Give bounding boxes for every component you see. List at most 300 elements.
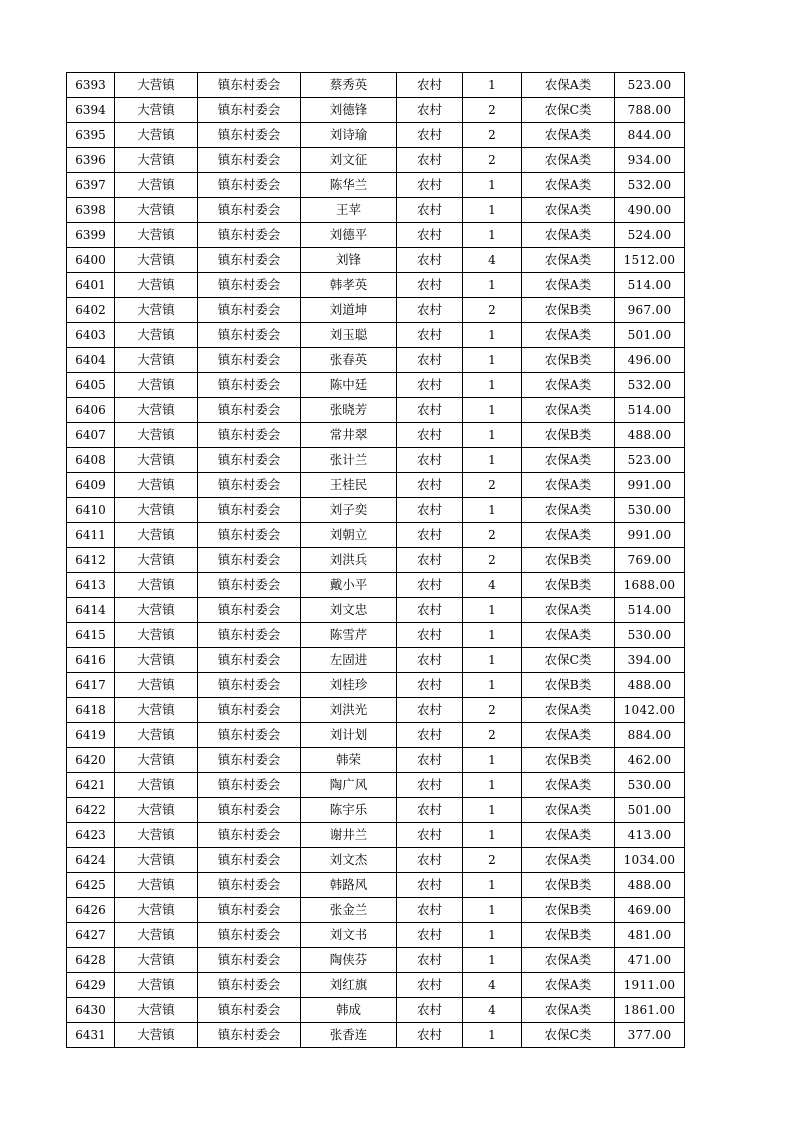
table-row [67,323,685,348]
cell-seq: 6414 [67,598,115,623]
cell-name: 刘道坤 [301,298,397,323]
cell-count: 1 [463,173,522,198]
cell-amount: 524.00 [615,223,685,248]
cell-category: 农保A类 [522,973,615,998]
cell-town: 大营镇 [115,223,198,248]
cell-village: 镇东村委会 [198,573,301,598]
cell-count: 4 [463,998,522,1023]
cell-seq: 6418 [67,698,115,723]
cell-town: 大营镇 [115,298,198,323]
cell-village: 镇东村委会 [198,548,301,573]
cell-town: 大营镇 [115,848,198,873]
cell-village: 镇东村委会 [198,723,301,748]
cell-name: 刘文杰 [301,848,397,873]
cell-amount: 514.00 [615,598,685,623]
table-row [67,823,685,848]
cell-count: 1 [463,223,522,248]
cell-amount: 469.00 [615,898,685,923]
cell-amount: 488.00 [615,673,685,698]
cell-category: 农保A类 [522,73,615,98]
cell-area: 农村 [397,198,463,223]
cell-village: 镇东村委会 [198,898,301,923]
cell-amount: 530.00 [615,773,685,798]
cell-count: 2 [463,523,522,548]
cell-town: 大营镇 [115,198,198,223]
cell-count: 1 [463,423,522,448]
cell-village: 镇东村委会 [198,998,301,1023]
cell-amount: 501.00 [615,798,685,823]
cell-count: 1 [463,73,522,98]
cell-name: 刘文书 [301,923,397,948]
cell-category: 农保A类 [522,473,615,498]
cell-count: 1 [463,323,522,348]
cell-count: 2 [463,698,522,723]
cell-name: 刘德锋 [301,98,397,123]
cell-area: 农村 [397,398,463,423]
cell-area: 农村 [397,273,463,298]
cell-village: 镇东村委会 [198,198,301,223]
cell-area: 农村 [397,923,463,948]
cell-village: 镇东村委会 [198,823,301,848]
cell-category: 农保A类 [522,823,615,848]
cell-count: 2 [463,123,522,148]
cell-amount: 884.00 [615,723,685,748]
cell-area: 农村 [397,623,463,648]
cell-category: 农保A类 [522,398,615,423]
cell-area: 农村 [397,448,463,473]
cell-area: 农村 [397,373,463,398]
table-row [67,423,685,448]
cell-amount: 514.00 [615,273,685,298]
cell-area: 农村 [397,173,463,198]
cell-village: 镇东村委会 [198,273,301,298]
cell-seq: 6422 [67,798,115,823]
cell-count: 1 [463,623,522,648]
cell-category: 农保A类 [522,723,615,748]
cell-seq: 6399 [67,223,115,248]
cell-name: 刘子奕 [301,498,397,523]
cell-town: 大营镇 [115,698,198,723]
cell-name: 张香连 [301,1023,397,1048]
cell-amount: 1042.00 [615,698,685,723]
cell-area: 农村 [397,598,463,623]
cell-seq: 6411 [67,523,115,548]
cell-amount: 496.00 [615,348,685,373]
cell-village: 镇东村委会 [198,498,301,523]
cell-name: 陈中廷 [301,373,397,398]
table-row [67,623,685,648]
cell-category: 农保A类 [522,248,615,273]
cell-amount: 991.00 [615,523,685,548]
cell-area: 农村 [397,248,463,273]
cell-category: 农保C类 [522,1023,615,1048]
cell-amount: 1034.00 [615,848,685,873]
cell-seq: 6398 [67,198,115,223]
table-row [67,73,685,98]
cell-amount: 471.00 [615,948,685,973]
cell-seq: 6407 [67,423,115,448]
cell-seq: 6410 [67,498,115,523]
cell-category: 农保A类 [522,223,615,248]
cell-village: 镇东村委会 [198,773,301,798]
table-row [67,273,685,298]
cell-amount: 1512.00 [615,248,685,273]
cell-amount: 490.00 [615,198,685,223]
cell-amount: 530.00 [615,623,685,648]
cell-name: 刘计划 [301,723,397,748]
cell-count: 1 [463,598,522,623]
cell-area: 农村 [397,973,463,998]
cell-category: 农保A类 [522,523,615,548]
table-row [67,523,685,548]
cell-count: 1 [463,923,522,948]
cell-seq: 6409 [67,473,115,498]
cell-town: 大营镇 [115,598,198,623]
cell-town: 大营镇 [115,923,198,948]
cell-area: 农村 [397,698,463,723]
cell-village: 镇东村委会 [198,973,301,998]
table-row [67,598,685,623]
cell-village: 镇东村委会 [198,623,301,648]
cell-seq: 6424 [67,848,115,873]
cell-count: 1 [463,198,522,223]
table-row [67,248,685,273]
cell-count: 2 [463,848,522,873]
cell-amount: 532.00 [615,373,685,398]
cell-amount: 394.00 [615,648,685,673]
cell-town: 大营镇 [115,973,198,998]
cell-name: 刘文忠 [301,598,397,623]
cell-count: 4 [463,248,522,273]
cell-town: 大营镇 [115,398,198,423]
cell-amount: 532.00 [615,173,685,198]
cell-name: 刘洪兵 [301,548,397,573]
cell-town: 大营镇 [115,873,198,898]
cell-town: 大营镇 [115,98,198,123]
cell-area: 农村 [397,1023,463,1048]
cell-category: 农保B类 [522,873,615,898]
cell-name: 刘德平 [301,223,397,248]
cell-count: 2 [463,148,522,173]
cell-amount: 844.00 [615,123,685,148]
cell-village: 镇东村委会 [198,123,301,148]
cell-village: 镇东村委会 [198,473,301,498]
table-row [67,98,685,123]
cell-category: 农保A类 [522,148,615,173]
cell-area: 农村 [397,823,463,848]
cell-amount: 488.00 [615,423,685,448]
cell-village: 镇东村委会 [198,873,301,898]
cell-seq: 6431 [67,1023,115,1048]
cell-seq: 6408 [67,448,115,473]
cell-seq: 6428 [67,948,115,973]
cell-area: 农村 [397,748,463,773]
cell-village: 镇东村委会 [198,98,301,123]
table-row [67,123,685,148]
table-row [67,173,685,198]
cell-amount: 934.00 [615,148,685,173]
cell-village: 镇东村委会 [198,598,301,623]
cell-name: 韩孝英 [301,273,397,298]
cell-category: 农保B类 [522,348,615,373]
cell-area: 农村 [397,298,463,323]
table-row [67,998,685,1023]
cell-village: 镇东村委会 [198,373,301,398]
cell-category: 农保C类 [522,648,615,673]
cell-count: 2 [463,548,522,573]
cell-count: 1 [463,798,522,823]
cell-count: 1 [463,448,522,473]
cell-seq: 6415 [67,623,115,648]
table-row [67,473,685,498]
table-row [67,698,685,723]
cell-category: 农保A类 [522,848,615,873]
cell-count: 1 [463,1023,522,1048]
cell-town: 大营镇 [115,773,198,798]
cell-town: 大营镇 [115,148,198,173]
cell-count: 2 [463,723,522,748]
cell-seq: 6430 [67,998,115,1023]
cell-town: 大营镇 [115,373,198,398]
table-row [67,1023,685,1048]
cell-name: 刘锋 [301,248,397,273]
cell-name: 蔡秀英 [301,73,397,98]
cell-amount: 488.00 [615,873,685,898]
cell-area: 农村 [397,498,463,523]
cell-count: 1 [463,398,522,423]
cell-town: 大营镇 [115,423,198,448]
cell-category: 农保C类 [522,98,615,123]
cell-area: 农村 [397,323,463,348]
table-row [67,723,685,748]
cell-name: 刘诗瑜 [301,123,397,148]
cell-town: 大营镇 [115,448,198,473]
cell-town: 大营镇 [115,273,198,298]
cell-village: 镇东村委会 [198,423,301,448]
cell-count: 4 [463,573,522,598]
cell-town: 大营镇 [115,548,198,573]
table-row [67,398,685,423]
cell-category: 农保B类 [522,423,615,448]
cell-town: 大营镇 [115,573,198,598]
cell-area: 农村 [397,773,463,798]
cell-town: 大营镇 [115,798,198,823]
cell-town: 大营镇 [115,123,198,148]
cell-seq: 6412 [67,548,115,573]
cell-count: 1 [463,823,522,848]
cell-name: 刘朝立 [301,523,397,548]
cell-name: 陈雪芹 [301,623,397,648]
cell-area: 农村 [397,998,463,1023]
cell-amount: 967.00 [615,298,685,323]
cell-seq: 6426 [67,898,115,923]
cell-amount: 523.00 [615,448,685,473]
cell-category: 农保B类 [522,923,615,948]
cell-amount: 413.00 [615,823,685,848]
cell-count: 1 [463,673,522,698]
cell-name: 张金兰 [301,898,397,923]
cell-name: 韩荣 [301,748,397,773]
table-row [67,373,685,398]
table-row [67,898,685,923]
cell-seq: 6425 [67,873,115,898]
cell-seq: 6421 [67,773,115,798]
cell-town: 大营镇 [115,1023,198,1048]
cell-town: 大营镇 [115,673,198,698]
cell-seq: 6403 [67,323,115,348]
table-row [67,748,685,773]
table-row [67,648,685,673]
table-body [67,73,685,1048]
cell-seq: 6427 [67,923,115,948]
cell-town: 大营镇 [115,348,198,373]
table-row [67,223,685,248]
cell-seq: 6396 [67,148,115,173]
cell-seq: 6400 [67,248,115,273]
cell-name: 刘文征 [301,148,397,173]
cell-category: 农保A类 [522,948,615,973]
cell-name: 陈华兰 [301,173,397,198]
cell-village: 镇东村委会 [198,148,301,173]
cell-village: 镇东村委会 [198,948,301,973]
cell-name: 刘红旗 [301,973,397,998]
cell-name: 刘洪光 [301,698,397,723]
cell-name: 张晓芳 [301,398,397,423]
cell-village: 镇东村委会 [198,848,301,873]
cell-seq: 6429 [67,973,115,998]
cell-count: 1 [463,898,522,923]
cell-amount: 788.00 [615,98,685,123]
cell-amount: 1688.00 [615,573,685,598]
cell-name: 刘玉聪 [301,323,397,348]
cell-name: 韩路风 [301,873,397,898]
cell-area: 农村 [397,673,463,698]
cell-seq: 6420 [67,748,115,773]
cell-category: 农保A类 [522,123,615,148]
cell-village: 镇东村委会 [198,673,301,698]
cell-category: 农保B类 [522,898,615,923]
table-row [67,448,685,473]
cell-category: 农保B类 [522,548,615,573]
cell-name: 张计兰 [301,448,397,473]
cell-category: 农保A类 [522,323,615,348]
cell-category: 农保A类 [522,623,615,648]
cell-area: 农村 [397,723,463,748]
cell-category: 农保A类 [522,998,615,1023]
cell-area: 农村 [397,473,463,498]
cell-category: 农保A类 [522,448,615,473]
cell-village: 镇东村委会 [198,648,301,673]
cell-amount: 377.00 [615,1023,685,1048]
cell-town: 大营镇 [115,723,198,748]
cell-area: 农村 [397,148,463,173]
cell-count: 4 [463,973,522,998]
cell-village: 镇东村委会 [198,448,301,473]
cell-count: 1 [463,948,522,973]
cell-name: 陶广风 [301,773,397,798]
table-row [67,573,685,598]
cell-amount: 991.00 [615,473,685,498]
cell-name: 陶侠芬 [301,948,397,973]
table-row [67,198,685,223]
cell-area: 农村 [397,848,463,873]
cell-village: 镇东村委会 [198,923,301,948]
cell-town: 大营镇 [115,623,198,648]
cell-category: 农保A类 [522,198,615,223]
cell-amount: 481.00 [615,923,685,948]
cell-seq: 6413 [67,573,115,598]
cell-town: 大营镇 [115,473,198,498]
cell-town: 大营镇 [115,823,198,848]
cell-amount: 769.00 [615,548,685,573]
data-table [66,72,685,1048]
cell-amount: 1861.00 [615,998,685,1023]
cell-town: 大营镇 [115,323,198,348]
cell-town: 大营镇 [115,648,198,673]
cell-seq: 6423 [67,823,115,848]
table-row [67,773,685,798]
cell-seq: 6401 [67,273,115,298]
cell-category: 农保A类 [522,798,615,823]
cell-town: 大营镇 [115,948,198,973]
cell-seq: 6417 [67,673,115,698]
cell-category: 农保A类 [522,773,615,798]
cell-count: 1 [463,773,522,798]
cell-count: 1 [463,348,522,373]
cell-count: 1 [463,498,522,523]
table-row [67,948,685,973]
table-row [67,873,685,898]
cell-seq: 6395 [67,123,115,148]
cell-town: 大营镇 [115,748,198,773]
cell-village: 镇东村委会 [198,748,301,773]
cell-village: 镇东村委会 [198,323,301,348]
cell-seq: 6393 [67,73,115,98]
cell-village: 镇东村委会 [198,523,301,548]
cell-category: 农保B类 [522,573,615,598]
cell-area: 农村 [397,548,463,573]
cell-count: 1 [463,873,522,898]
cell-village: 镇东村委会 [198,73,301,98]
cell-area: 农村 [397,348,463,373]
table-row [67,798,685,823]
cell-name: 左固进 [301,648,397,673]
cell-seq: 6406 [67,398,115,423]
cell-area: 农村 [397,573,463,598]
table-row [67,348,685,373]
cell-count: 2 [463,298,522,323]
cell-village: 镇东村委会 [198,173,301,198]
cell-town: 大营镇 [115,248,198,273]
cell-town: 大营镇 [115,173,198,198]
table-row [67,923,685,948]
cell-village: 镇东村委会 [198,698,301,723]
cell-town: 大营镇 [115,898,198,923]
cell-seq: 6416 [67,648,115,673]
cell-area: 农村 [397,98,463,123]
cell-category: 农保A类 [522,598,615,623]
cell-name: 王苹 [301,198,397,223]
cell-village: 镇东村委会 [198,1023,301,1048]
cell-seq: 6402 [67,298,115,323]
cell-amount: 501.00 [615,323,685,348]
cell-count: 2 [463,98,522,123]
cell-amount: 523.00 [615,73,685,98]
cell-category: 农保A类 [522,173,615,198]
cell-count: 1 [463,273,522,298]
cell-count: 1 [463,748,522,773]
cell-name: 王桂民 [301,473,397,498]
